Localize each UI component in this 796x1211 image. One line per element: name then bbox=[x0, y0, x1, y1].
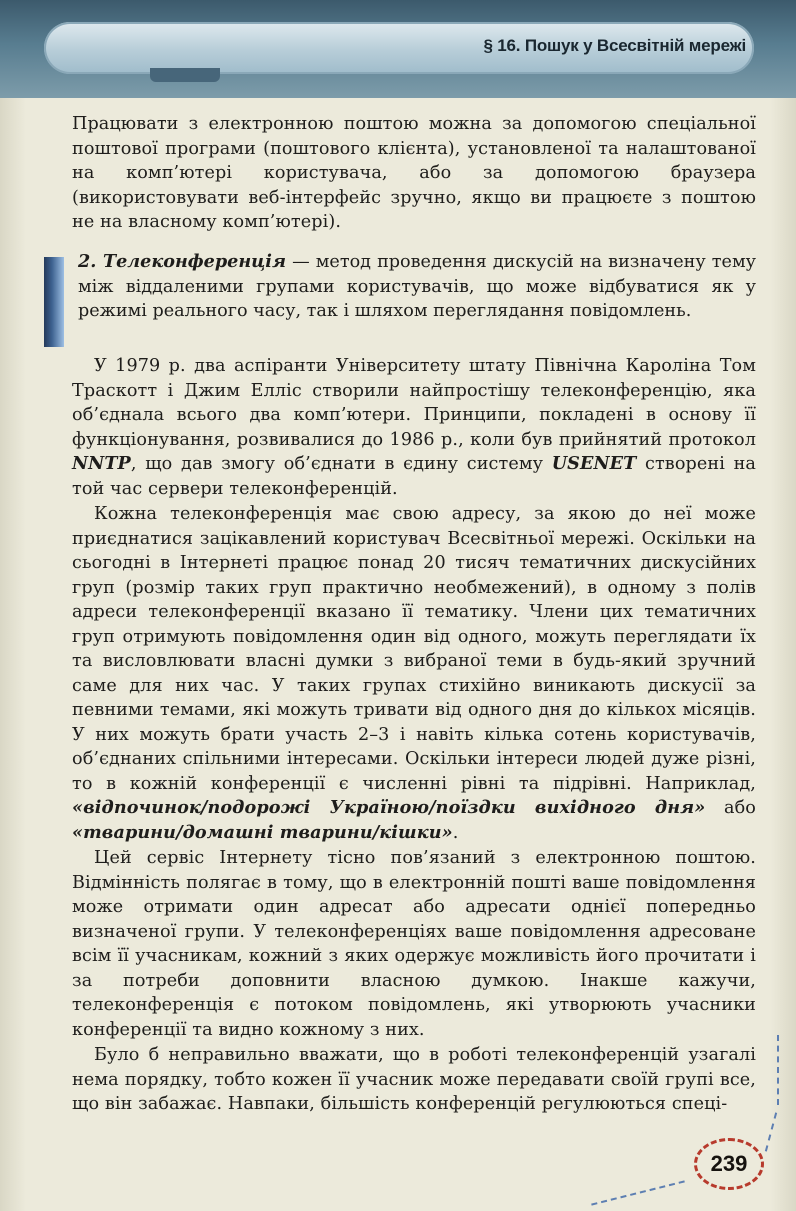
page-number: 239 bbox=[710, 1151, 748, 1176]
definition-bar bbox=[44, 257, 64, 347]
history-text-c: створені на той час сервери телеконференцій. bbox=[72, 454, 756, 499]
example-travel: «відпочинок/подорожі Україною/поїздки вихідного дня» bbox=[72, 797, 706, 818]
paragraph-comparison: Цей сервіс Інтернету тісно пов’язаний з електронною поштою. Відмінність полягає в тому, що в електронній пошті ваше повідомлення може отримати один адресат або адресати однієї попередньо визначеної групи. У телеконференціях ваше повідомлення адресоване всім її учасникам, кожний з яких одержує можливість його прочитати і за потреби доповнити власною думкою. Інакше кажучи, телеконференція є потоком повідомлень, які утворюють учасники конференції та видно кожному з них. bbox=[72, 848, 756, 1040]
history-text-a: У 1979 р. два аспіранти Університету штату Північна Кароліна Том Траскотт і Джим Елліс створили найпростішу телеконференцію, яка об’єднала всього два комп’ютери. Принципи, покладені в основу її функціонування, розвивалися до 1986 р., коли був прийнятий протокол bbox=[72, 356, 756, 450]
addresses-or: або bbox=[705, 798, 756, 818]
paragraph-order: Було б неправильно вважати, що в роботі телеконференцій узагалі нема порядку, тобто кожен її учасник може передавати своїй групі все, що він забажає. Навпаки, більшість конференцій регулюються спеці- bbox=[72, 1045, 756, 1114]
nntp-term: NNTP bbox=[72, 453, 131, 474]
definition-body: — метод проведення дискусій на визначену тему між віддаленими групами користувачів, що може відбуватися як у режимі реального часу, так і шляхом переглядання повідомлень. bbox=[78, 252, 756, 321]
addresses-end: . bbox=[452, 822, 459, 843]
paragraph-email-clients: Працювати з електронною поштою можна за допомогою спеціальної поштової програми (поштового клієнта), установленої та налаштованої на комп’ютері користувача, або за допомогою браузера (використовувати веб-інтерфейс зручно, якщо ви працюєте з поштою не на власному комп’ютері). bbox=[72, 114, 756, 232]
addresses-text: Кожна телеконференція має свою адресу, за якою до неї може приєднатися зацікавлений користувач Всесвітньої мережі. Оскільки на сьогодні в Інтернеті працює понад 20 тисяч тематичних дискусійних груп (розмір таких груп практично необмежений), в одному з полів адреси телеконференції вказано її тематику. Члени цих тематичних груп отримують повідомлення один від одного, можуть переглядати їх та висловлювати власні думки з вибраної теми в будь-який зручний саме для них час. У таких групах стихійно виникають дискусії за певними темами, які можуть тривати від одного дня до кількох місяців. У них можуть брати участь 2–3 і навіть кілька сотень користувачів, об’єднаних спільними інтересами. Оскільки інтереси людей дуже різні, то в кожній конференції є численні рівні та підрівні. Наприклад, bbox=[72, 504, 756, 794]
header-notch bbox=[150, 68, 220, 82]
section-title: § 16. Пошук у Всесвітній мережі bbox=[483, 36, 746, 55]
page-number-badge bbox=[694, 1138, 764, 1190]
paragraph-history bbox=[72, 354, 756, 501]
paragraph-addresses bbox=[72, 502, 756, 845]
history-text-b: , що дав змогу об’єднати в єдину систему bbox=[130, 454, 552, 474]
example-animals: «тварини/домашні тварини/кішки» bbox=[72, 821, 453, 843]
definition-term: 2. Телеконференція bbox=[78, 251, 286, 272]
decorative-dash-right bbox=[777, 1035, 779, 1105]
usenet-term: USENET bbox=[551, 453, 637, 474]
definition-teleconference bbox=[78, 250, 756, 324]
